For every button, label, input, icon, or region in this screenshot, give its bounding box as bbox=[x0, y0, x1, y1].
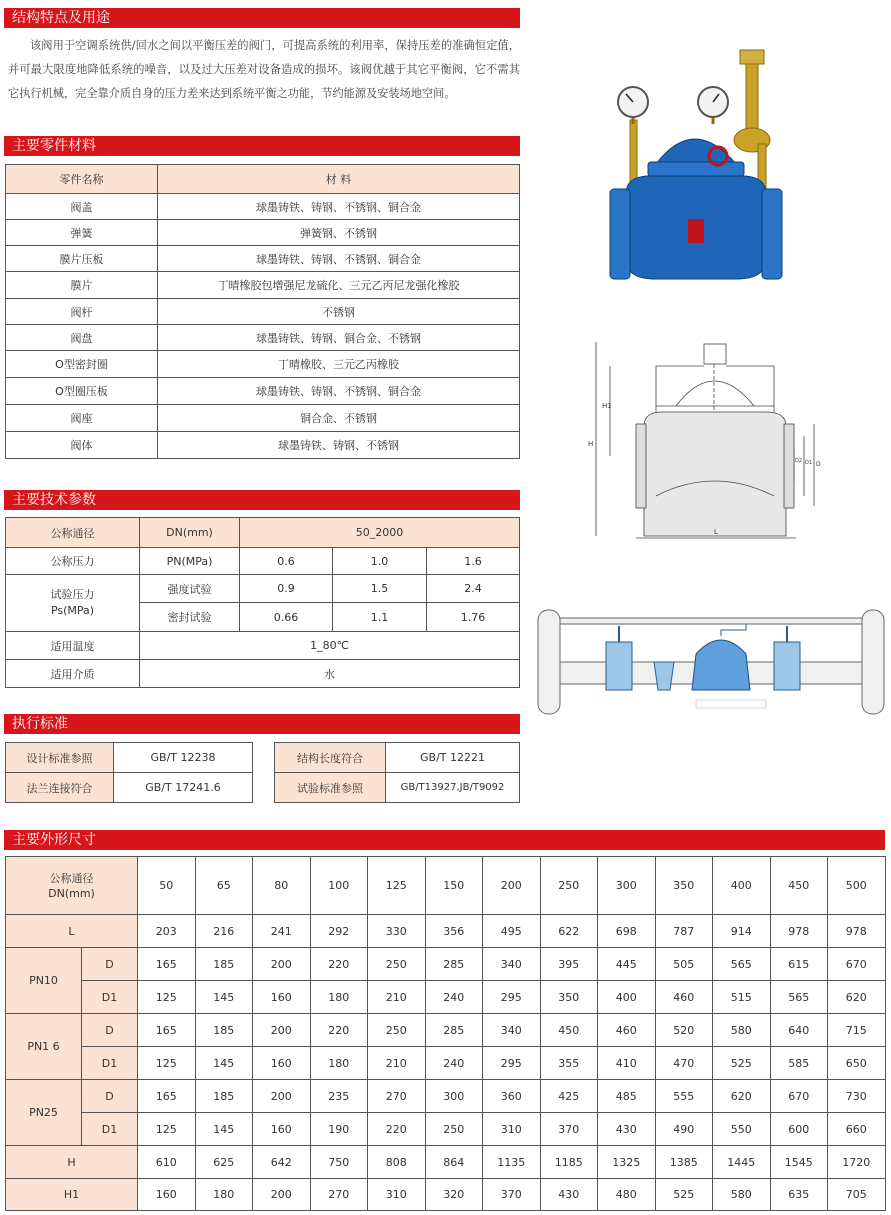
tech-seal-value: 1.76 bbox=[427, 603, 520, 632]
dim-d-label: D bbox=[82, 948, 138, 981]
material-value: 球墨铸铁、铸钢、不锈钢 bbox=[158, 432, 520, 459]
dim-value-pn16-D: 285 bbox=[425, 1014, 483, 1047]
material-value: 丁晴橡胶包增强尼龙硫化、三元乙丙尼龙强化橡胶 bbox=[158, 272, 520, 299]
dim-value-L: 330 bbox=[368, 915, 426, 948]
tech-medium-label: 适用介质 bbox=[6, 660, 140, 688]
dim-dn-value: 125 bbox=[368, 857, 426, 915]
intro-paragraph: 该阀用于空调系统供/回水之间以平衡压差的阀门，可提高系统的利用率，保持压差的准确恒定值，并可最大限度地降低系统的噪音，以及过大压差对设备造成的损坏。该阀优越于其它平衡阀，它不需其它执行机械，完全靠介质自身的压力差来达到系统平衡之功能，节约能源及安装场地空间。 bbox=[8, 39, 520, 100]
header-pipe-left bbox=[538, 610, 560, 714]
dim-value-pn10-D: 670 bbox=[828, 948, 886, 981]
dim-h1-label: H1 bbox=[6, 1179, 138, 1211]
dim-value-pn25-D: 730 bbox=[828, 1080, 886, 1113]
dimensions-row bbox=[6, 948, 886, 981]
dim-dn-value: 150 bbox=[425, 857, 483, 915]
dim-dn-value: 450 bbox=[770, 857, 828, 915]
drawing-control-line-left bbox=[656, 366, 704, 412]
outlet-flange bbox=[762, 189, 782, 279]
dim-value-pn10-D1: 565 bbox=[770, 981, 828, 1014]
dim-value-pn25-D: 620 bbox=[713, 1080, 771, 1113]
dimensions-row bbox=[6, 857, 886, 915]
dimensions-table bbox=[5, 856, 886, 1211]
materials-row bbox=[6, 432, 520, 459]
materials-header-row bbox=[6, 165, 520, 194]
materials-row bbox=[6, 272, 520, 299]
gate-valve-right bbox=[774, 642, 800, 690]
dim-value-pn25-D1: 125 bbox=[138, 1113, 196, 1146]
dim-d-label: D bbox=[82, 1014, 138, 1047]
tech-strength-label: 强度试验 bbox=[140, 575, 240, 603]
section-title-dimensions: 主要外形尺寸 bbox=[12, 832, 96, 848]
valve-flange-top bbox=[648, 162, 744, 176]
material-part-name: O型密封圈 bbox=[6, 351, 158, 378]
pilot-valve-body bbox=[746, 64, 758, 134]
dim-value-pn16-D1: 355 bbox=[540, 1047, 598, 1080]
std-length-value: GB/T 12221 bbox=[386, 743, 520, 773]
dim-value-pn25-D: 555 bbox=[655, 1080, 713, 1113]
material-value: 弹簧钢、不锈钢 bbox=[158, 220, 520, 246]
dim-value-pn25-D: 300 bbox=[425, 1080, 483, 1113]
drawing-label-d1: D1 bbox=[805, 460, 813, 466]
tech-pn-unit: PN(MPa) bbox=[140, 548, 240, 575]
dim-value-pn10-D: 250 bbox=[368, 948, 426, 981]
dimensions-row bbox=[6, 1080, 886, 1113]
section-bar-standards bbox=[4, 714, 520, 734]
dim-dn-value: 65 bbox=[195, 857, 253, 915]
tech-pn-label: 公称压力 bbox=[6, 548, 140, 575]
tech-strength-value: 2.4 bbox=[427, 575, 520, 603]
dim-value-pn16-D: 520 bbox=[655, 1014, 713, 1047]
dim-value-pn25-D: 185 bbox=[195, 1080, 253, 1113]
tech-table bbox=[5, 517, 520, 688]
dim-value-pn10-D: 220 bbox=[310, 948, 368, 981]
material-value: 球墨铸铁、铸钢、不锈钢、铜合金 bbox=[158, 378, 520, 405]
materials-row bbox=[6, 246, 520, 272]
material-value: 丁晴橡胶、三元乙丙橡胶 bbox=[158, 351, 520, 378]
dim-value-pn16-D: 250 bbox=[368, 1014, 426, 1047]
dim-value-pn10-D1: 125 bbox=[138, 981, 196, 1014]
dim-value-pn25-D1: 250 bbox=[425, 1113, 483, 1146]
dim-value-pn16-D1: 145 bbox=[195, 1047, 253, 1080]
dim-value-pn25-D1: 550 bbox=[713, 1113, 771, 1146]
material-part-name: 膜片 bbox=[6, 272, 158, 299]
dim-value-H1: 200 bbox=[253, 1179, 311, 1211]
tech-dn-unit: DN(mm) bbox=[140, 518, 240, 548]
dim-value-pn16-D1: 210 bbox=[368, 1047, 426, 1080]
tech-test-label-line1: 试验压力 bbox=[50, 588, 95, 601]
dim-dn-value: 80 bbox=[253, 857, 311, 915]
dim-value-H: 750 bbox=[310, 1146, 368, 1179]
material-part-name: 阀盖 bbox=[6, 194, 158, 220]
pilot-valve-cap bbox=[740, 50, 764, 64]
materials-row bbox=[6, 405, 520, 432]
dimensions-row bbox=[6, 1047, 886, 1080]
dim-value-pn10-D1: 240 bbox=[425, 981, 483, 1014]
dim-value-pn10-D1: 210 bbox=[368, 981, 426, 1014]
dim-value-H1: 635 bbox=[770, 1179, 828, 1211]
tech-seal-label: 密封试验 bbox=[140, 603, 240, 632]
dim-value-H: 1185 bbox=[540, 1146, 598, 1179]
dim-value-L: 241 bbox=[253, 915, 311, 948]
dim-value-pn10-D1: 400 bbox=[598, 981, 656, 1014]
std-test-label: 试验标准参照 bbox=[275, 773, 386, 803]
dim-value-pn25-D1: 370 bbox=[540, 1113, 598, 1146]
dim-value-H1: 480 bbox=[598, 1179, 656, 1211]
dim-value-L: 787 bbox=[655, 915, 713, 948]
tech-pn-value: 1.0 bbox=[333, 548, 427, 575]
dim-value-pn25-D1: 600 bbox=[770, 1113, 828, 1146]
dim-value-pn16-D1: 585 bbox=[770, 1047, 828, 1080]
drawing-body bbox=[644, 412, 786, 536]
dimensions-row bbox=[6, 1179, 886, 1211]
dim-value-H1: 320 bbox=[425, 1179, 483, 1211]
dim-value-pn25-D: 235 bbox=[310, 1080, 368, 1113]
dim-dn-value: 500 bbox=[828, 857, 886, 915]
materials-table bbox=[5, 164, 520, 459]
dim-value-pn16-D1: 410 bbox=[598, 1047, 656, 1080]
dim-value-H1: 160 bbox=[138, 1179, 196, 1211]
dim-value-pn25-D1: 160 bbox=[253, 1113, 311, 1146]
dim-value-L: 978 bbox=[828, 915, 886, 948]
dimensions-row bbox=[6, 1113, 886, 1146]
dimension-drawing-svg bbox=[586, 336, 838, 546]
drawing-bonnet bbox=[676, 381, 754, 406]
dimensions-row bbox=[6, 1014, 886, 1047]
dim-value-L: 914 bbox=[713, 915, 771, 948]
tech-test-label bbox=[6, 575, 140, 632]
dim-value-pn16-D1: 470 bbox=[655, 1047, 713, 1080]
gate-valve-left bbox=[606, 642, 632, 690]
dim-value-H: 1445 bbox=[713, 1146, 771, 1179]
drawing-flange-right bbox=[784, 424, 794, 508]
capillary-line bbox=[721, 624, 746, 636]
materials-row bbox=[6, 325, 520, 351]
dim-value-pn10-D1: 180 bbox=[310, 981, 368, 1014]
dim-h-label: H bbox=[6, 1146, 138, 1179]
section-bar-tech bbox=[4, 490, 520, 510]
dim-value-pn16-D: 340 bbox=[483, 1014, 541, 1047]
dim-dn-value: 50 bbox=[138, 857, 196, 915]
materials-row bbox=[6, 194, 520, 220]
dim-value-pn10-D1: 620 bbox=[828, 981, 886, 1014]
dim-dn-value: 250 bbox=[540, 857, 598, 915]
dim-value-pn10-D: 285 bbox=[425, 948, 483, 981]
tech-temp-value: 1_80℃ bbox=[140, 632, 520, 660]
tech-pn-value: 0.6 bbox=[240, 548, 333, 575]
dim-value-pn25-D1: 190 bbox=[310, 1113, 368, 1146]
dim-value-pn16-D: 715 bbox=[828, 1014, 886, 1047]
dim-dn-value: 400 bbox=[713, 857, 771, 915]
drawing-pilot bbox=[704, 344, 726, 364]
dim-value-pn10-D: 395 bbox=[540, 948, 598, 981]
dim-value-pn25-D1: 430 bbox=[598, 1113, 656, 1146]
material-value: 球墨铸铁、铸钢、铜合金、不锈钢 bbox=[158, 325, 520, 351]
dimensions-row bbox=[6, 1146, 886, 1179]
dim-value-H1: 430 bbox=[540, 1179, 598, 1211]
dim-value-pn25-D: 165 bbox=[138, 1080, 196, 1113]
dim-value-pn25-D: 485 bbox=[598, 1080, 656, 1113]
material-value: 不锈钢 bbox=[158, 299, 520, 325]
drawing-flange-left bbox=[636, 424, 646, 508]
tech-dn-value: 50_2000 bbox=[240, 518, 520, 548]
dim-value-pn10-D: 165 bbox=[138, 948, 196, 981]
dim-value-L: 356 bbox=[425, 915, 483, 948]
dim-value-pn16-D: 165 bbox=[138, 1014, 196, 1047]
dim-value-pn10-D: 505 bbox=[655, 948, 713, 981]
dim-value-pn25-D: 200 bbox=[253, 1080, 311, 1113]
dim-value-pn16-D1: 650 bbox=[828, 1047, 886, 1080]
std-design-label: 设计标准参照 bbox=[6, 743, 114, 773]
material-part-name: 阀座 bbox=[6, 405, 158, 432]
dimensions-row bbox=[6, 915, 886, 948]
dim-value-L: 495 bbox=[483, 915, 541, 948]
dim-value-pn10-D: 565 bbox=[713, 948, 771, 981]
dim-value-L: 698 bbox=[598, 915, 656, 948]
dim-value-H1: 270 bbox=[310, 1179, 368, 1211]
dim-value-pn16-D: 185 bbox=[195, 1014, 253, 1047]
tech-test-label-line2: Ps(MPa) bbox=[50, 604, 95, 617]
dim-value-pn25-D1: 660 bbox=[828, 1113, 886, 1146]
dim-value-H: 1720 bbox=[828, 1146, 886, 1179]
dim-value-L: 622 bbox=[540, 915, 598, 948]
section-bar-features bbox=[4, 8, 520, 28]
valve-photo bbox=[596, 44, 792, 294]
materials-header-cell: 零件名称 bbox=[6, 165, 158, 194]
dim-value-pn25-D1: 310 bbox=[483, 1113, 541, 1146]
dim-pn25-label: PN25 bbox=[6, 1080, 82, 1146]
dim-value-H: 610 bbox=[138, 1146, 196, 1179]
tech-seal-value: 1.1 bbox=[333, 603, 427, 632]
tech-temp-label: 适用温度 bbox=[6, 632, 140, 660]
y-strainer bbox=[654, 662, 674, 690]
section-bar-dimensions bbox=[4, 830, 885, 850]
section-title-standards: 执行标准 bbox=[12, 716, 68, 732]
dim-value-H1: 705 bbox=[828, 1179, 886, 1211]
dim-l-label: L bbox=[6, 915, 138, 948]
dim-value-L: 978 bbox=[770, 915, 828, 948]
dim-value-pn16-D: 220 bbox=[310, 1014, 368, 1047]
dim-value-H1: 580 bbox=[713, 1179, 771, 1211]
section-title-materials: 主要零件材料 bbox=[12, 138, 96, 154]
section-title-features: 结构特点及用途 bbox=[12, 10, 110, 26]
drawing-label-h1: H1 bbox=[602, 402, 612, 410]
std-length-label: 结构长度符合 bbox=[275, 743, 386, 773]
dim-dn-value: 350 bbox=[655, 857, 713, 915]
dim-value-pn10-D1: 350 bbox=[540, 981, 598, 1014]
dim-value-L: 216 bbox=[195, 915, 253, 948]
dim-value-H: 625 bbox=[195, 1146, 253, 1179]
dim-d-label: D bbox=[82, 1080, 138, 1113]
diagram-caption-box bbox=[696, 700, 766, 708]
supply-pipe bbox=[560, 618, 862, 624]
dim-value-pn25-D: 425 bbox=[540, 1080, 598, 1113]
dim-value-pn16-D: 460 bbox=[598, 1014, 656, 1047]
dim-value-pn16-D: 640 bbox=[770, 1014, 828, 1047]
dim-value-pn10-D1: 145 bbox=[195, 981, 253, 1014]
dim-value-pn16-D1: 295 bbox=[483, 1047, 541, 1080]
dim-value-H1: 525 bbox=[655, 1179, 713, 1211]
tech-seal-value: 0.66 bbox=[240, 603, 333, 632]
dim-value-pn25-D: 670 bbox=[770, 1080, 828, 1113]
dim-d1-label: D1 bbox=[82, 1113, 138, 1146]
valve-photo-svg bbox=[596, 44, 792, 294]
dim-dn-label-line1: 公称通径 bbox=[49, 871, 94, 885]
dim-value-pn10-D: 615 bbox=[770, 948, 828, 981]
dim-value-pn10-D: 200 bbox=[253, 948, 311, 981]
tech-dn-label: 公称通径 bbox=[6, 518, 140, 548]
section-title-tech: 主要技术参数 bbox=[12, 492, 96, 508]
section-bar-materials bbox=[4, 136, 520, 156]
std-test-value: GB/T13927,JB/T9092 bbox=[386, 773, 520, 803]
std-flange-value: GB/T 17241.6 bbox=[114, 773, 253, 803]
drawing-label-h: H bbox=[588, 440, 594, 448]
drawing-label-l: L bbox=[714, 528, 718, 536]
dim-value-pn10-D: 340 bbox=[483, 948, 541, 981]
dim-value-H: 1385 bbox=[655, 1146, 713, 1179]
installation-diagram-svg bbox=[536, 606, 886, 718]
dim-value-pn16-D1: 240 bbox=[425, 1047, 483, 1080]
dim-value-pn16-D1: 525 bbox=[713, 1047, 771, 1080]
dim-value-pn25-D: 360 bbox=[483, 1080, 541, 1113]
dim-value-H: 642 bbox=[253, 1146, 311, 1179]
dim-value-pn16-D1: 180 bbox=[310, 1047, 368, 1080]
standards-table-left bbox=[5, 742, 253, 803]
materials-row bbox=[6, 351, 520, 378]
dimensions-table-body bbox=[6, 857, 886, 1211]
dim-dn-value: 100 bbox=[310, 857, 368, 915]
dim-value-pn16-D: 580 bbox=[713, 1014, 771, 1047]
inlet-flange bbox=[610, 189, 630, 279]
dim-value-H: 808 bbox=[368, 1146, 426, 1179]
materials-header-cell: 材 料 bbox=[158, 165, 520, 194]
std-flange-label: 法兰连接符合 bbox=[6, 773, 114, 803]
dim-value-pn25-D1: 490 bbox=[655, 1113, 713, 1146]
dim-value-L: 203 bbox=[138, 915, 196, 948]
materials-row bbox=[6, 220, 520, 246]
std-design-value: GB/T 12238 bbox=[114, 743, 253, 773]
dim-value-H1: 180 bbox=[195, 1179, 253, 1211]
brand-logo-icon bbox=[688, 219, 704, 243]
drawing-control-line-right bbox=[726, 366, 774, 412]
material-part-name: 阀杆 bbox=[6, 299, 158, 325]
tech-strength-value: 1.5 bbox=[333, 575, 427, 603]
tech-medium-value: 水 bbox=[140, 660, 520, 688]
dim-value-pn16-D: 200 bbox=[253, 1014, 311, 1047]
dim-value-H: 1135 bbox=[483, 1146, 541, 1179]
material-part-name: O型圈压板 bbox=[6, 378, 158, 405]
materials-row bbox=[6, 378, 520, 405]
dimensions-row bbox=[6, 981, 886, 1014]
drawing-label-d2: D2 bbox=[795, 458, 803, 464]
dim-dn-value: 200 bbox=[483, 857, 541, 915]
installation-diagram bbox=[536, 606, 886, 718]
dim-dn-label bbox=[6, 857, 138, 915]
standards-table-right bbox=[274, 742, 520, 803]
dim-value-pn10-D1: 515 bbox=[713, 981, 771, 1014]
header-pipe-right bbox=[862, 610, 884, 714]
dim-value-pn10-D: 185 bbox=[195, 948, 253, 981]
dim-dn-label-line2: DN(mm) bbox=[48, 886, 95, 900]
dim-pn10-label: PN10 bbox=[6, 948, 82, 1014]
dim-pn16-label: PN1 6 bbox=[6, 1014, 82, 1080]
material-part-name: 阀盘 bbox=[6, 325, 158, 351]
dim-value-pn16-D1: 125 bbox=[138, 1047, 196, 1080]
material-part-name: 阀体 bbox=[6, 432, 158, 459]
dim-value-pn16-D1: 160 bbox=[253, 1047, 311, 1080]
dim-value-pn10-D1: 295 bbox=[483, 981, 541, 1014]
tech-pn-value: 1.6 bbox=[427, 548, 520, 575]
dim-value-H: 1325 bbox=[598, 1146, 656, 1179]
dim-value-pn16-D: 450 bbox=[540, 1014, 598, 1047]
tech-strength-value: 0.9 bbox=[240, 575, 333, 603]
dim-d1-label: D1 bbox=[82, 1047, 138, 1080]
drawing-label-d: D bbox=[816, 461, 821, 468]
materials-table-body bbox=[6, 165, 520, 459]
dim-d1-label: D1 bbox=[82, 981, 138, 1014]
dim-value-pn10-D: 445 bbox=[598, 948, 656, 981]
materials-row bbox=[6, 299, 520, 325]
dim-value-L: 292 bbox=[310, 915, 368, 948]
material-value: 铜合金、不锈钢 bbox=[158, 405, 520, 432]
dim-value-pn25-D1: 220 bbox=[368, 1113, 426, 1146]
dim-value-H: 1545 bbox=[770, 1146, 828, 1179]
dim-value-pn10-D1: 160 bbox=[253, 981, 311, 1014]
material-part-name: 膜片压板 bbox=[6, 246, 158, 272]
balance-valve bbox=[692, 640, 750, 690]
dim-value-H1: 310 bbox=[368, 1179, 426, 1211]
dim-value-H1: 370 bbox=[483, 1179, 541, 1211]
dim-value-pn10-D1: 460 bbox=[655, 981, 713, 1014]
material-value: 球墨铸铁、铸钢、不锈钢、铜合金 bbox=[158, 194, 520, 220]
dimension-drawing bbox=[586, 336, 838, 546]
dim-dn-value: 300 bbox=[598, 857, 656, 915]
dim-value-pn25-D1: 145 bbox=[195, 1113, 253, 1146]
dim-value-pn25-D: 270 bbox=[368, 1080, 426, 1113]
material-value: 球墨铸铁、铸钢、不锈钢、铜合金 bbox=[158, 246, 520, 272]
material-part-name: 弹簧 bbox=[6, 220, 158, 246]
dim-value-H: 864 bbox=[425, 1146, 483, 1179]
